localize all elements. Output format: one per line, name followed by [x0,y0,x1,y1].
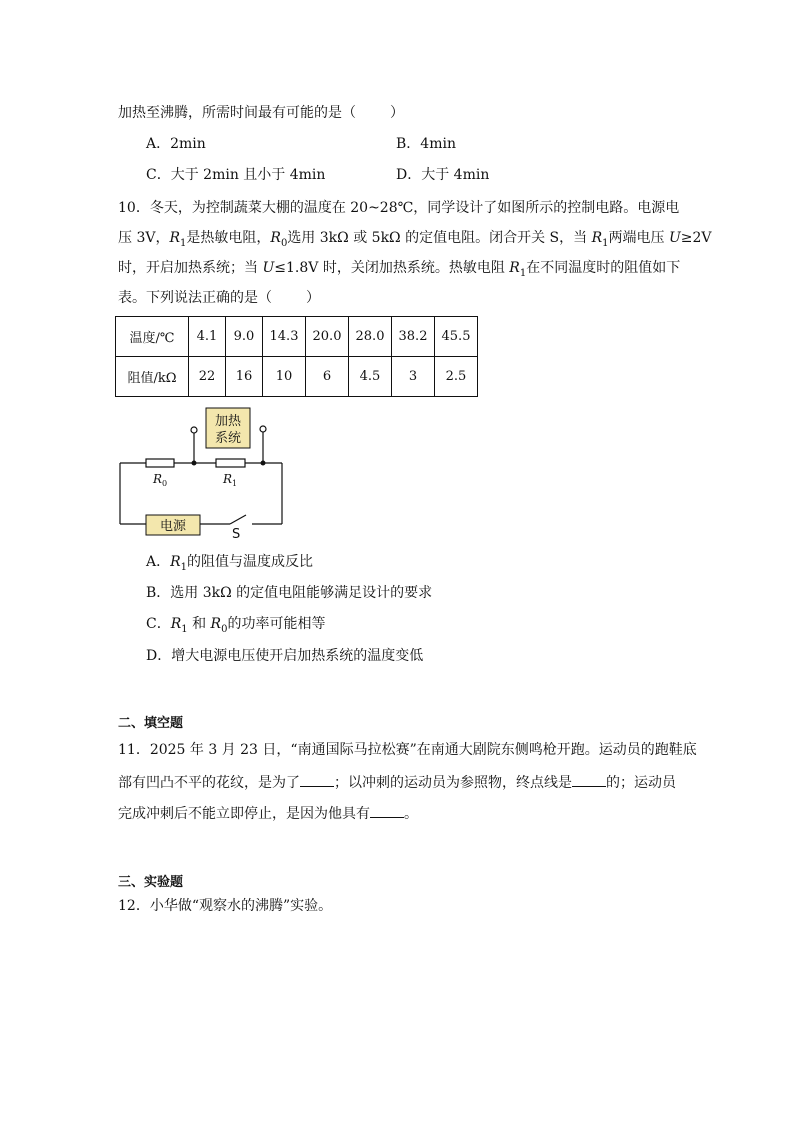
q9-option-a[interactable]: A．2min [146,136,206,152]
q11-text: 部有凹凸不平的花纹，是为了 [118,775,300,791]
q9-stem-tail [118,103,404,123]
r1-symbol: R [509,260,520,276]
q11-line-2 [118,772,676,793]
q10-text: 是热敏电阻， [186,230,271,246]
q11-text: ；以冲刺的运动员为参照物，终点线是 [334,775,572,791]
heater-label-line1: 加热 [214,414,242,429]
table-header-cell: 阻值/kΩ [116,357,189,397]
r1-subscript: 1 [180,237,187,249]
r1-symbol: R [170,554,181,570]
q11-text: 。 [404,806,418,822]
heater-label-line2: 系统 [214,431,242,446]
table-cell: 10 [263,357,306,397]
table-cell: 14.3 [263,317,306,357]
q9-stem-close: ） [390,105,404,121]
option-text: 和 [192,616,211,632]
r1-label-sub: 1 [232,479,238,488]
q11-text: 完成冲刺后不能立即停止，是因为他具有 [118,806,370,822]
q10-text: ≥2V [680,230,712,246]
q9-option-c[interactable]: C．大于 2min 且小于 4min [146,167,326,183]
switch-s [230,515,246,524]
option-text: 的功率可能相等 [227,616,326,632]
q10-option-c[interactable] [146,614,325,640]
answer-blank[interactable] [370,803,404,818]
q10-option-d[interactable]: D．增大电源电压使开启加热系统的温度变低 [146,648,424,664]
u-symbol: U [668,230,681,246]
r0-symbol: R [210,616,222,632]
q9-option-d[interactable]: D．大于 4min [396,167,490,183]
section-title-fill-in: 二、填空题 [118,716,184,731]
thermistor-r1 [216,459,245,467]
table-cell: 20.0 [306,317,349,357]
r1-symbol: R [170,616,182,632]
answer-blank[interactable] [572,772,606,787]
q10-text: 两端电压 [608,230,669,246]
table-cell: 6 [306,357,349,397]
terminal [191,427,197,433]
table-row-temperature [116,317,478,357]
r1-subscript: 1 [181,623,188,635]
q11-line-3 [118,803,418,824]
table-cell: 3 [392,357,435,397]
table-cell: 28.0 [349,317,392,357]
q9-stem-text: 加热至沸腾，所需时间最有可能的是（ [118,105,356,121]
table-cell: 38.2 [392,317,435,357]
q10-text: 在不同温度时的阻值如下 [526,260,681,276]
table-cell: 45.5 [435,317,478,357]
option-prefix: C． [146,616,171,632]
r1-label: R [223,472,233,486]
r0-symbol: R [270,230,281,246]
q10-text: 压 3V， [118,230,170,246]
control-circuit-diagram [112,403,292,541]
resistor-r0 [146,459,174,467]
table-cell: 4.5 [349,357,392,397]
q10-line-1: 10．冬天，为控制蔬菜大棚的温度在 20~28℃，同学设计了如图所示的控制电路。电源电 [118,200,680,216]
option-text: 的阻值与温度成反比 [187,554,314,570]
q10-text: 表。下列说法正确的是（ [118,290,272,306]
table-cell: 16 [226,357,263,397]
table-cell: 2.5 [435,357,478,397]
table-cell: 4.1 [189,317,226,357]
r1-subscript: 1 [519,267,527,279]
q10-option-a[interactable] [146,552,313,578]
q10-text: ≤1.8V 时，关闭加热系统。热敏电阻 [274,260,510,276]
q10-line-4 [118,288,320,308]
q10-line-2 [118,228,712,254]
table-cell: 9.0 [226,317,263,357]
q11-line-1: 11．2025 年 3 月 23 日，“南通国际马拉松赛”在南通大剧院东侧鸣枪开跑。运动员的跑鞋底 [118,742,697,758]
power-source-label: 电源 [159,519,187,534]
option-prefix: A． [146,554,171,570]
r1-subscript: 1 [602,237,609,249]
r1-symbol: R [591,230,603,246]
r0-label-sub: 0 [162,479,168,488]
q9-option-b[interactable]: B．4min [396,136,456,152]
q10-line-3 [118,258,680,284]
switch-label: S [232,527,241,541]
q10-text: 时，开启加热系统；当 [118,260,263,276]
r0-label: R [153,472,163,486]
u-symbol: U [262,260,275,276]
table-row-resistance [116,357,478,397]
section-title-experiment: 三、实验题 [118,875,184,890]
q11-text: 的；运动员 [606,775,676,791]
q12-stem: 12．小华做“观察水的沸腾”实验。 [118,898,333,914]
q10-text: 选用 3kΩ 或 5kΩ 的定值电阻。闭合开关 S，当 [287,230,592,246]
q10-text: ） [306,290,320,306]
r0-subscript: 0 [221,623,228,635]
q10-option-b[interactable]: B．选用 3kΩ 的定值电阻能够满足设计的要求 [146,585,433,601]
terminal [260,426,266,432]
resistance-temperature-table [115,316,478,397]
answer-blank[interactable] [300,772,334,787]
r0-subscript: 0 [280,237,288,249]
r1-symbol: R [169,230,181,246]
r1-subscript: 1 [180,561,188,573]
table-cell: 22 [189,357,226,397]
table-header-cell: 温度/℃ [116,317,189,357]
